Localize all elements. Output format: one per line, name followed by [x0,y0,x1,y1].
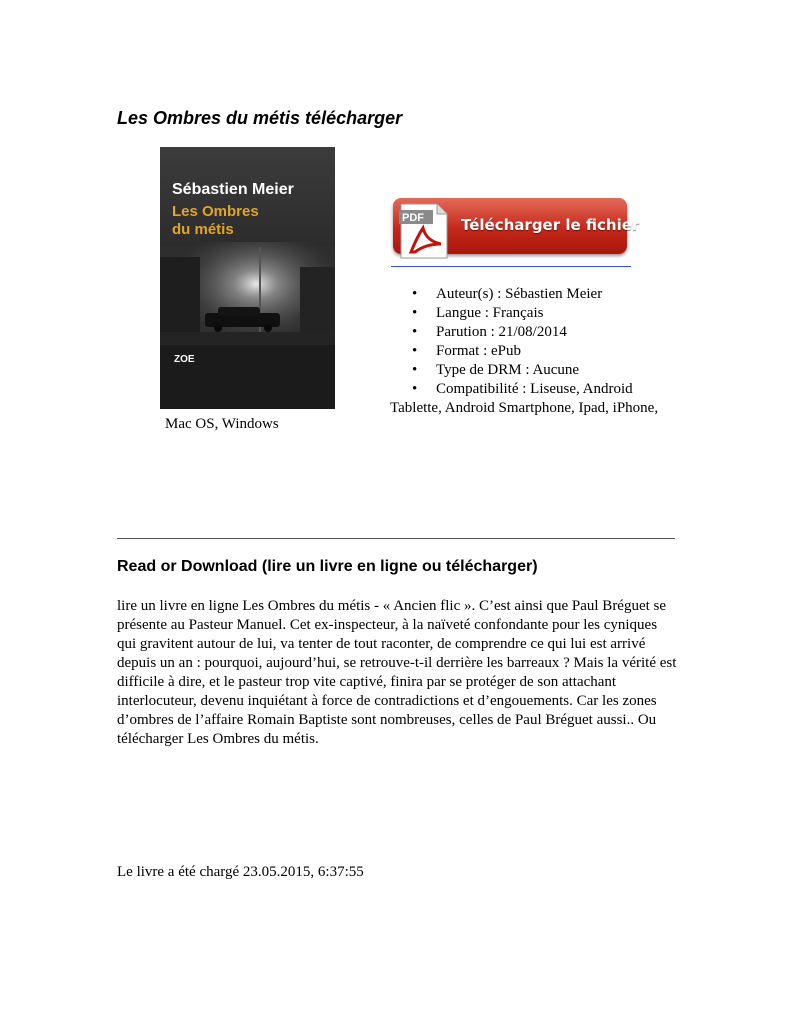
svg-text:PDF: PDF [402,212,424,224]
detail-release-date: • Parution : 21/08/2014 [412,323,633,342]
detail-compatibility-continued: Tablette, Android Smartphone, Ipad, iPhone, [390,400,659,416]
detail-drm: • Type de DRM : Aucune [412,361,633,380]
book-cover [160,147,335,409]
book-details-list [412,285,633,399]
book-description: lire un livre en ligne Les Ombres du métis - « Ancien flic ». C’est ainsi que Paul Bréguet se présente au Pasteur Manuel. Cet ex-inspecteur, à la naïveté confondante pour les cyniques qui gravitent autour de lui, va tenter de tout raconter, de comprendre ce qui lui est arrivé depuis un an : pourquoi, aujourd’hui, se retrouve-t-il derrière les barreaux ? Mais la vérité est difficile à dire, et le pasteur trop vite captivé, finira par se protéger de son attachant interlocuteur, devenu inquiétant à force de contradictions et d’engouements. Car les zones d’ombres de l’affaire Romain Baptiste sont nombreuses, celles de Paul Bréguet aussi.. Ou télécharger Les Ombres du métis. [117,598,677,747]
cover-author: Sébastien Meier [172,181,294,198]
detail-author: • Auteur(s) : Sébastien Meier [412,285,633,304]
cover-publisher-logo: ZOE [174,354,195,365]
download-link[interactable] [391,196,640,267]
cover-caption: Mac OS, Windows [165,416,279,432]
cover-title-line1: Les Ombres [172,203,259,220]
detail-language: • Langue : Français [412,304,633,323]
pdf-icon [397,202,451,260]
horizontal-divider [117,538,675,539]
detail-compatibility: • Compatibilité : Liseuse, Android [412,380,633,399]
detail-format: • Format : ePub [412,342,633,361]
section-heading: Read or Download (lire un livre en ligne ou télécharger) [117,558,538,575]
download-button-label: Télécharger le fichier [461,216,640,234]
page-title: Les Ombres du métis télécharger [117,108,403,128]
loaded-timestamp: Le livre a été chargé 23.05.2015, 6:37:55 [117,864,364,880]
cover-title-line2: du métis [172,221,234,238]
